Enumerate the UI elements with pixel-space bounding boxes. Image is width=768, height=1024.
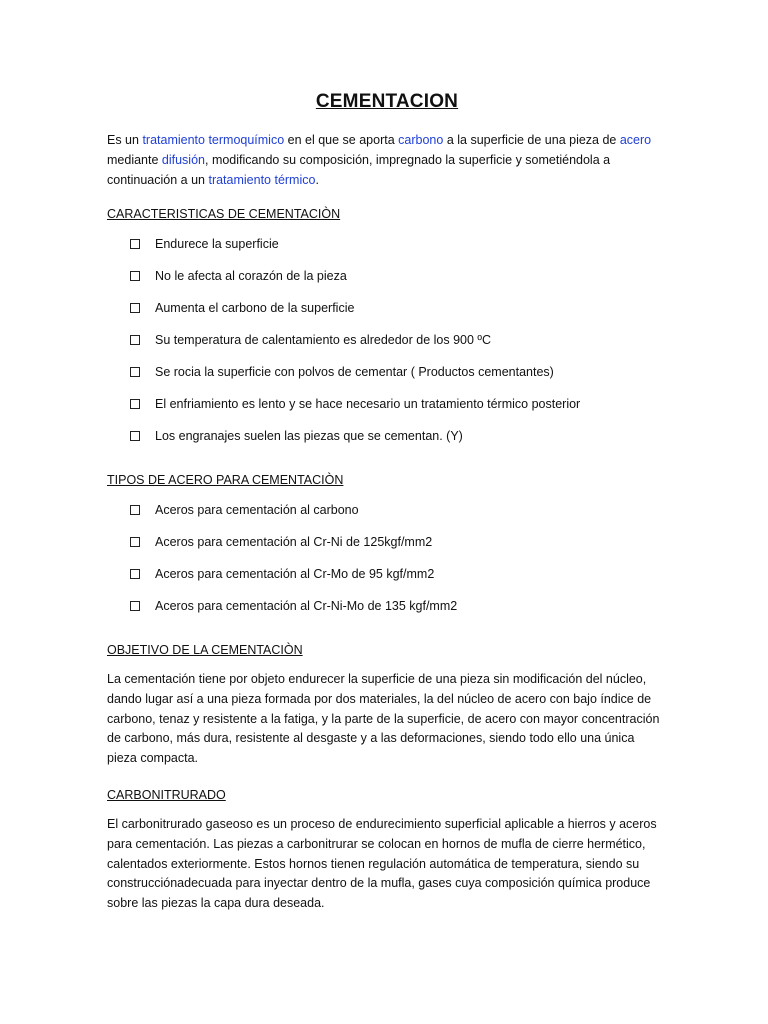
list-item bbox=[107, 596, 667, 628]
checkbox-bullet-icon bbox=[130, 335, 140, 345]
checkbox-bullet-icon bbox=[130, 399, 140, 409]
list-caracteristicas bbox=[107, 234, 667, 458]
heading-carbonitrurado: CARBONITRURADO bbox=[107, 787, 226, 802]
carbonitrurado-paragraph: El carbonitrurado gaseoso es un proceso de endurecimiento superficial aplicable a hierros y aceros para cementación. Las piezas a carbonitrurar se colocan en hornos de mufla de cierre hermético, calentados exteriormente. Estos hornos tienen regulación automática de temperatura, siendo su construcciónadecuada para inyectar dentro de la mufla, gases cuya composición química produce sobre las piezas la capa dura deseada. bbox=[107, 816, 657, 911]
list-item-text: Se rocia la superficie con polvos de cementar ( Productos cementantes) bbox=[155, 365, 554, 379]
checkbox-bullet-icon bbox=[130, 569, 140, 579]
list-item bbox=[107, 564, 667, 596]
intro-text-2: en el que se aporta bbox=[284, 133, 399, 147]
link-tratamiento-termoquimico[interactable]: tratamiento termoquímico bbox=[142, 133, 285, 147]
heading-caracteristicas: CARACTERISTICAS DE CEMENTACIÒN bbox=[107, 207, 341, 221]
list-item-text: No le afecta al corazón de la pieza bbox=[155, 269, 347, 283]
checkbox-bullet-icon bbox=[130, 271, 140, 281]
list-item-text: Aceros para cementación al carbono bbox=[155, 503, 359, 517]
list-item-text: Aceros para cementación al Cr-Mo de 95 kgf/mm2 bbox=[155, 567, 435, 581]
intro-text-4: mediante bbox=[107, 153, 162, 167]
list-item-text: Aceros para cementación al Cr-Ni de 125kgf/mm2 bbox=[155, 535, 433, 549]
checkbox-bullet-icon bbox=[130, 601, 140, 611]
checkbox-bullet-icon bbox=[130, 367, 140, 377]
list-item bbox=[107, 234, 667, 266]
intro-text-3: a la superficie de una pieza de bbox=[443, 133, 620, 147]
checkbox-bullet-icon bbox=[130, 537, 140, 547]
list-item bbox=[107, 362, 667, 394]
checkbox-bullet-icon bbox=[130, 431, 140, 441]
list-item-text: Los engranajes suelen las piezas que se cementan. (Y) bbox=[155, 429, 463, 443]
list-item-text: Endurece la superficie bbox=[155, 237, 279, 251]
link-acero[interactable]: acero bbox=[619, 133, 652, 147]
objetivo-paragraph: La cementación tiene por objeto endurecer la superficie de una pieza sin modificación del núcleo, dando lugar así a una pieza formada por dos materiales, la del núcleo de acero con bajo índice de carbono, tenaz y resistente a la fatiga, y la parte de la superficie, de acero con mayor concentración de carbono, más dura, resistente al desgaste y a las deformaciones, siendo todo ello una única pieza compacta. bbox=[107, 672, 660, 766]
link-difusion[interactable]: difusión bbox=[161, 153, 205, 167]
link-carbono[interactable]: carbono bbox=[398, 133, 444, 147]
link-tratamiento-termico[interactable]: tratamiento térmico bbox=[208, 173, 316, 187]
list-item bbox=[107, 330, 667, 362]
intro-text-6: . bbox=[315, 173, 319, 187]
list-item-text: Aceros para cementación al Cr-Ni-Mo de 135 kgf/mm2 bbox=[155, 599, 458, 613]
list-item-text: El enfriamiento es lento y se hace necesario un tratamiento térmico posterior bbox=[155, 397, 581, 411]
intro-paragraph bbox=[107, 130, 667, 190]
list-item bbox=[107, 426, 667, 458]
document-title: CEMENTACION bbox=[315, 91, 459, 112]
list-item bbox=[107, 500, 667, 532]
intro-text-5: , modificando su composición, impregnado la superficie y sometiéndola a continuación a un bbox=[107, 153, 611, 187]
heading-objetivo: OBJETIVO DE LA CEMENTACIÒN bbox=[107, 643, 303, 657]
list-item-text: Aumenta el carbono de la superficie bbox=[155, 301, 355, 315]
list-item bbox=[107, 266, 667, 298]
intro-text-1: Es un bbox=[107, 133, 143, 147]
checkbox-bullet-icon bbox=[130, 505, 140, 515]
list-tipos bbox=[107, 500, 667, 628]
checkbox-bullet-icon bbox=[130, 303, 140, 313]
list-item bbox=[107, 394, 667, 426]
list-item bbox=[107, 298, 667, 330]
list-item-text: Su temperatura de calentamiento es alrededor de los 900 ºC bbox=[155, 333, 492, 347]
heading-tipos: TIPOS DE ACERO PARA CEMENTACIÒN bbox=[107, 473, 344, 487]
document-page bbox=[107, 88, 667, 930]
checkbox-bullet-icon bbox=[130, 239, 140, 249]
list-item bbox=[107, 532, 667, 564]
